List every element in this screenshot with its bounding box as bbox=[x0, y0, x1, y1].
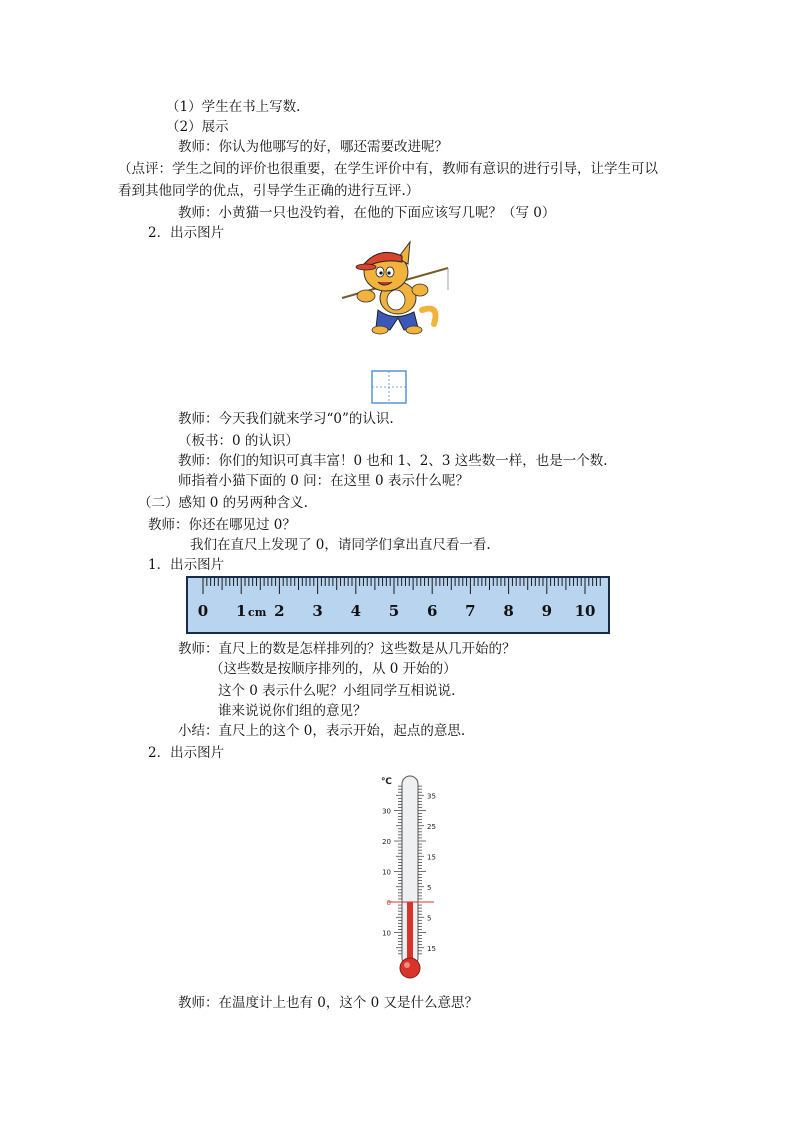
thermo-right-label: 25 bbox=[427, 822, 436, 831]
thermo-left-label: 10 bbox=[382, 929, 391, 938]
step-show-picture-thermo: 2．出示图片 bbox=[148, 745, 225, 761]
thermo-right-label: 5 bbox=[427, 883, 432, 892]
ruler-number-label: 2 bbox=[274, 602, 285, 620]
ruler-intro: 我们在直尺上发现了 0，请同学们拿出直尺看一看. bbox=[190, 537, 491, 553]
ruler-number-label: 7 bbox=[465, 602, 476, 620]
ruler-number-label: 0 bbox=[197, 602, 209, 620]
thermo-left-label: 0 bbox=[386, 899, 391, 907]
teacher-question-cat: 教师：小黄猫一只也没钓着，在他的下面应该写几呢？（写 0） bbox=[178, 205, 556, 221]
summary-ruler: 小结：直尺上的这个 0，表示开始，起点的意思. bbox=[178, 723, 466, 739]
teacher-where-seen: 教师：你还在哪见过 0？ bbox=[148, 517, 296, 533]
thermo-left-label: 30 bbox=[382, 807, 391, 816]
thermo-right-label: 5 bbox=[427, 914, 432, 923]
step-write-numbers: （1）学生在书上写数. bbox=[166, 99, 301, 115]
group-report: 谁来说说你们组的意见？ bbox=[218, 703, 367, 719]
comment-line-1: （点评：学生之间的评价也很重要，在学生评价中有，教师有意识的进行引导，让学生可以 bbox=[118, 161, 658, 177]
thermo-right-label: 15 bbox=[427, 853, 436, 862]
step-show-picture-1: 1．出示图片 bbox=[148, 557, 225, 573]
teacher-zero-meaning: 师指着小猫下面的 0 问：在这里 0 表示什么呢？ bbox=[178, 473, 469, 489]
thermo-left-label: 20 bbox=[382, 838, 391, 846]
step-show-picture-2: 2．出示图片 bbox=[148, 225, 225, 241]
thermo-unit: ℃ bbox=[381, 777, 392, 787]
thermometer-image bbox=[376, 768, 440, 982]
ruler-number-label: 5 bbox=[388, 602, 400, 620]
ruler-number-label: 1 bbox=[235, 602, 247, 620]
ruler-image bbox=[186, 576, 610, 634]
thermo-right-label: 15 bbox=[427, 944, 436, 953]
ruler-number-label: 6 bbox=[426, 602, 438, 620]
ruler-number-label: 9 bbox=[541, 602, 553, 620]
teacher-thermo-question: 教师：在温度计上也有 0，这个 0 又是什么意思？ bbox=[178, 995, 479, 1011]
teacher-ruler-order: 教师：直尺上的数是怎样排列的？这些数是从几开始的？ bbox=[178, 641, 516, 657]
section-two-heading: （二）感知 0 的另两种含义. bbox=[138, 495, 308, 511]
group-discuss: 这个 0 表示什么呢？小组同学互相说说. bbox=[218, 683, 456, 699]
ruler-number-label: 3 bbox=[312, 602, 323, 620]
teacher-intro-zero: 教师：今天我们就来学习“0”的认识. bbox=[178, 411, 394, 427]
thermo-left-label: 10 bbox=[382, 868, 391, 877]
ruler-number-label: 4 bbox=[350, 602, 362, 620]
answer-box bbox=[371, 370, 407, 404]
teacher-zero-is-number: 教师：你们的知识可真丰富！0 也和 1、2、3 这些数一样，也是一个数. bbox=[178, 453, 608, 469]
answer-ruler-order: （这些数是按顺序排列的，从 0 开始的） bbox=[210, 661, 457, 677]
ruler-unit-label: cm bbox=[248, 606, 267, 619]
board-note: （板书：0 的认识） bbox=[178, 433, 299, 449]
teacher-question-improve: 教师：你认为他哪写的好，哪还需要改进呢？ bbox=[178, 139, 448, 155]
thermo-right-label: 35 bbox=[427, 792, 436, 801]
ruler-number-label: 8 bbox=[503, 602, 514, 620]
ruler-number-label: 10 bbox=[574, 602, 596, 620]
comment-line-2: 看到其他同学的优点，引导学生正确的进行互评.） bbox=[118, 183, 420, 199]
fishing-cat-image bbox=[336, 238, 454, 336]
step-show: （2）展示 bbox=[166, 119, 229, 135]
